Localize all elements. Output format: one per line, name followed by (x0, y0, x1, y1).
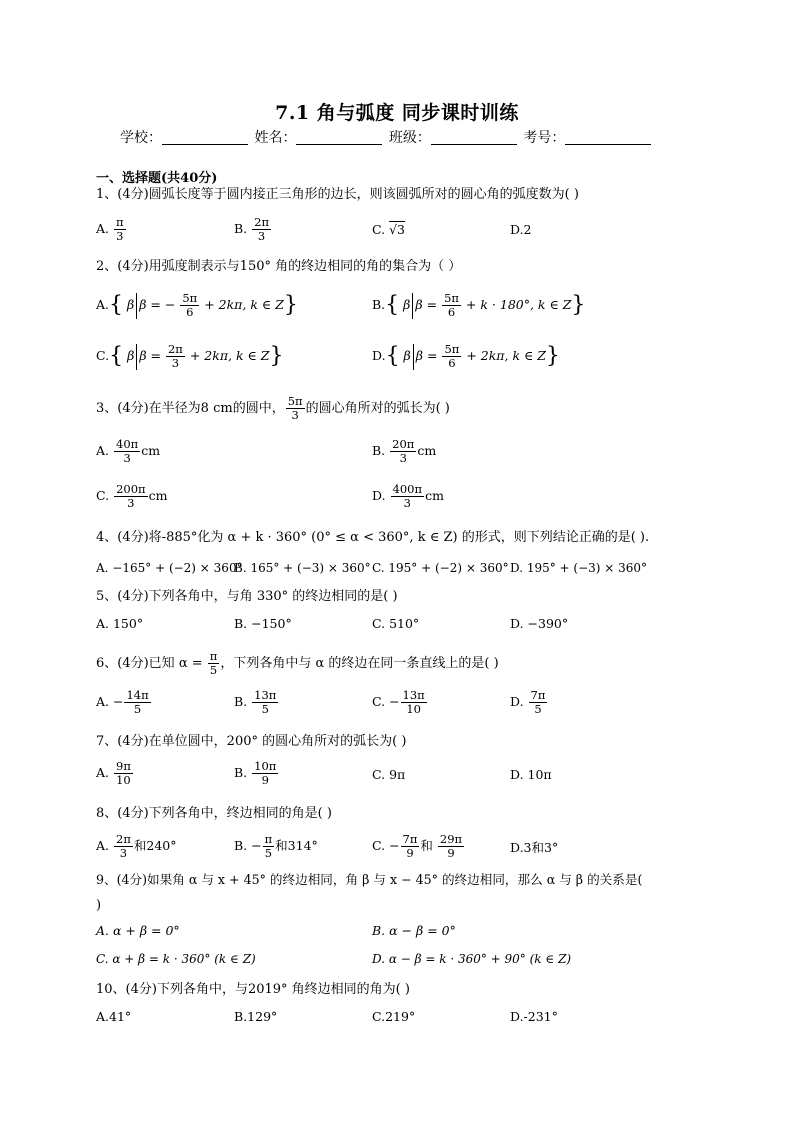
q3-option-a: A. $\frac{40\pi}{3}$ cm (96, 437, 161, 465)
q6-option-d: D. $\frac{7\pi}{5}$ (510, 688, 546, 716)
q8-option-d: D.3和3° (510, 840, 559, 855)
q1-option-b: B. $\frac{2\pi}{3}$ (234, 215, 270, 243)
question-3: 3、(4分)在半径为8 cm的圆中， $\frac{5\pi}{3}$ 的圆心角所对的弧长为( ) (96, 394, 450, 422)
q9-option-a: A. α + β = 0° (96, 923, 180, 938)
q9-option-d: D. α − β = k · 360° + 90° (k ∈ Z) (372, 952, 572, 966)
q6-option-c: C. − $\frac{13\pi}{10}$ (372, 688, 425, 716)
q5-option-b: B. −150° (234, 616, 292, 631)
q3-option-d: D. $\frac{400\pi}{3}$ cm (372, 482, 444, 510)
class-label: 班级： (388, 130, 431, 146)
q5-option-a: A. 150° (96, 616, 144, 631)
student-info-line (120, 127, 653, 147)
q4-option-a: A. −165° + (−2) × 360° (96, 561, 243, 575)
q3-option-b: B. $\frac{20\pi}{3}$ cm (372, 437, 437, 465)
question-10: 10、(4分)下列各角中，与2019° 角终边相同的角为( ) (96, 982, 410, 997)
page-title: 7.1 角与弧度 同步课时训练 (275, 102, 519, 124)
question-9-continued: ) (96, 898, 102, 913)
q7-option-b: B. $\frac{10\pi}{9}$ (234, 759, 277, 787)
q9-option-c: C. α + β = k · 360° (k ∈ Z) (96, 952, 256, 966)
q2-option-b: B.{ β β = $\frac{5\pi}{6}$ + k · 180°, k ∈ Z} (372, 291, 586, 319)
q7-option-c: C. 9π (372, 767, 406, 782)
q5-option-c: C. 510° (372, 616, 420, 631)
q10-option-d: D.-231° (510, 1009, 558, 1024)
number-blank[interactable] (565, 130, 651, 145)
q9-option-b: B. α − β = 0° (372, 923, 456, 938)
q1-option-c: C. √3 (372, 222, 405, 237)
q10-option-a: A.41° (96, 1009, 132, 1024)
q4-option-b: B. 165° + (−3) × 360° (234, 561, 371, 575)
q1-option-a: A. $\frac{\pi}{3}$ (96, 215, 124, 243)
question-9: 9、(4分)如果角 α 与 x + 45° 的终边相同，角 β 与 x − 45° 的终边相同，那么 α 与 β 的关系是( (96, 872, 643, 887)
q8-option-c: C. − $\frac{7\pi}{9}$ 和 $\frac{29\pi}{9}$ (372, 832, 463, 860)
school-label: 学校： (120, 130, 162, 146)
question-4: 4、(4分)将-885°化为 α + k · 360° (0° ≤ α < 360°, k ∈ Z) 的形式，则下列结论正确的是( ). (96, 530, 650, 545)
school-blank[interactable] (162, 130, 248, 145)
name-blank[interactable] (296, 130, 382, 145)
q10-option-b: B.129° (234, 1009, 278, 1024)
question-2: 2、(4分)用弧度制表示与150° 角的终边相同的角的集合为（ ） (96, 259, 462, 274)
number-label: 考号： (523, 130, 566, 146)
q7-option-a: A. $\frac{9\pi}{10}$ (96, 759, 131, 787)
q6-option-b: B. $\frac{13\pi}{5}$ (234, 688, 277, 716)
q2-option-c: C.{ β β = $\frac{2\pi}{3}$ + 2kπ, k ∈ Z} (96, 342, 284, 370)
q5-option-d: D. −390° (510, 616, 569, 631)
question-7: 7、(4分)在单位圆中，200° 的圆心角所对的弧长为( ) (96, 734, 407, 749)
name-label: 姓名： (254, 130, 297, 146)
q10-option-c: C.219° (372, 1009, 416, 1024)
q2-option-a: A.{ β β = − $\frac{5\pi}{6}$ + 2kπ, k ∈ Z} (96, 291, 298, 319)
q3-option-c: C. $\frac{200\pi}{3}$ cm (96, 482, 168, 510)
question-5: 5、(4分)下列各角中，与角 330° 的终边相同的是( ) (96, 589, 398, 604)
question-6: 6、(4分)已知 α = $\frac{\pi}{5}$ ，下列各角中与 α 的终边在同一条直线上的是( ) (96, 649, 499, 677)
q4-option-d: D. 195° + (−3) × 360° (510, 561, 648, 575)
q8-option-a: A. $\frac{2\pi}{3}$ 和240° (96, 832, 177, 860)
q8-option-b: B. − $\frac{\pi}{5}$ 和314° (234, 832, 318, 860)
q6-option-a: A. − $\frac{14\pi}{5}$ (96, 688, 149, 716)
class-blank[interactable] (431, 130, 517, 145)
question-8: 8、(4分)下列各角中，终边相同的角是( ) (96, 806, 332, 821)
q4-option-c: C. 195° + (−2) × 360° (372, 561, 509, 575)
section-heading: 一、选择题(共40分) (96, 171, 218, 186)
question-1: 1、(4分)圆弧长度等于圆内接正三角形的边长，则该圆弧所对的圆心角的弧度数为( ) (96, 187, 579, 202)
q7-option-d: D. 10π (510, 767, 552, 782)
q1-option-d: D.2 (510, 222, 532, 237)
q2-option-d: D.{ β β = $\frac{5\pi}{6}$ + 2kπ, k ∈ Z} (372, 342, 560, 370)
